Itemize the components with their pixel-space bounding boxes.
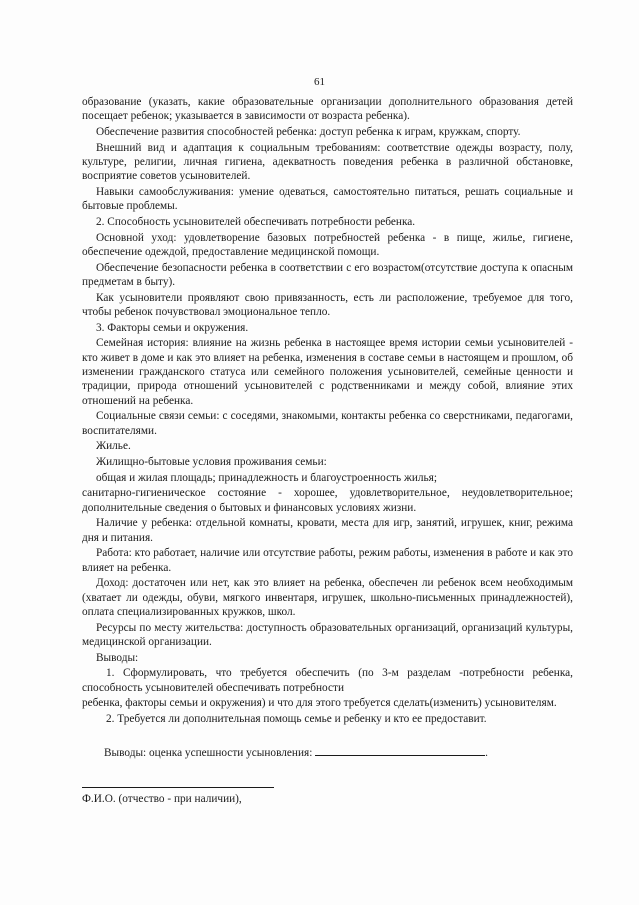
paragraph: Навыки самообслуживания: умение одеваться, самостоятельно питаться, решать социальные и бытовые проблемы.: [82, 186, 573, 213]
footnote-text: Ф.И.О. (отчество - при наличии),: [82, 793, 242, 805]
paragraph: Работа: кто работает, наличие или отсутствие работы, режим работы, изменения в работе и как это влияет на ребенка.: [82, 547, 573, 574]
document-body: [82, 95, 573, 762]
paragraph: санитарно-гигиеническое состояние - хорошее, удовлетворительное, неудовлетворительное; дополнительные сведения о бытовых и финансовых условиях жизни.: [82, 487, 573, 514]
paragraph: Выводы:: [96, 651, 139, 664]
paragraph: Ресурсы по месту жительства: доступность образовательных организаций, организаций культуры, медицинской организации.: [82, 621, 573, 648]
paragraph: ребенка, факторы семьи и окружения) и что для этого требуется сделать(изменить) усыновителям.: [82, 697, 557, 710]
paragraph: Обеспечение развития способностей ребенка: доступ ребенка к играм, кружкам, спорту.: [96, 126, 521, 138]
paragraph: Жилье.: [96, 440, 131, 453]
paragraph: Как усыновители проявляют свою привязанность, есть ли расположение, требуемое для того, чтобы ребенок почувствовал эмоциональное тепло.: [82, 291, 573, 318]
summary-end: .: [485, 747, 488, 760]
paragraph: общая и жилая площадь; принадлежность и благоустроенность жилья;: [96, 471, 438, 484]
paragraph: Внешний вид и адаптация к социальным требованиям: соответствие одежды возрасту, полу, культуре, религии, личная гигиена, адекватность поведения ребенка в различной обстановке, восприятие советов усыновителей.: [82, 141, 573, 183]
paragraph: 3. Факторы семьи и окружения.: [96, 321, 249, 334]
paragraph: Жилищно-бытовые условия проживания семьи:: [96, 456, 327, 468]
summary-label: Выводы: оценка успешности усыновления:: [104, 747, 313, 760]
paragraph: образование (указать, какие образовательные организации дополнительного образования детей посещает ребенок; указывается в зависимости от возраста ребенка).: [82, 96, 573, 123]
paragraph: Социальные связи семьи: с соседями, знакомыми, контакты ребенка со сверстниками, педагогами, воспитателями.: [82, 410, 573, 437]
summary-blank-field[interactable]: [315, 745, 485, 756]
page-number: 61: [314, 76, 325, 88]
paragraph: 2. Способность усыновителей обеспечивать потребности ребенка.: [96, 216, 416, 228]
paragraph: Доход: достаточен или нет, как это влияет на ребенка, обеспечен ли ребенок всем необходимым (хватает ли одежды, обуви, мягкого инвентаря, игрушек, школьно-письменных принадлежностей), оплата специализированных кружков, школ.: [82, 577, 573, 618]
paragraph: 2. Требуется ли дополнительная помощь семье и ребенку и кто ее предоставит.: [106, 712, 487, 725]
paragraph-list: [82, 95, 573, 726]
spacer: [82, 727, 573, 745]
paragraph: 1. Сформулировать, что требуется обеспечить (по 3-м разделам -потребности ребенка, способность усыновителей обеспечивать потребности: [82, 667, 573, 694]
summary-line: [82, 745, 573, 760]
paragraph: Обеспечение безопасности ребенка в соответствии с его возрастом(отсутствие доступа к опасным предметам в быту).: [82, 261, 573, 288]
paragraph: Наличие у ребенка: отдельной комнаты, кровати, места для игр, занятий, игрушек, книг, режима дня и питания.: [82, 517, 573, 544]
paragraph: Семейная история: влияние на жизнь ребенка в настоящее время истории семьи усыновителей - кто живет в доме и как это влияет на ребенка, изменения в составе семьи в настоящем и прошлом, об изменении гражданского статуса или семейного положения усыновителей, семейные ценности и традиции, природа отношений усыновителей с родственниками и между собой, влияние этих отношений на ребенка.: [82, 337, 573, 407]
footnote-rule: [82, 787, 274, 788]
paragraph: Основной уход: удовлетворение базовых потребностей ребенка - в пище, жилье, гигиене, обеспечение одеждой, предоставление медицинской помощи.: [82, 231, 573, 258]
